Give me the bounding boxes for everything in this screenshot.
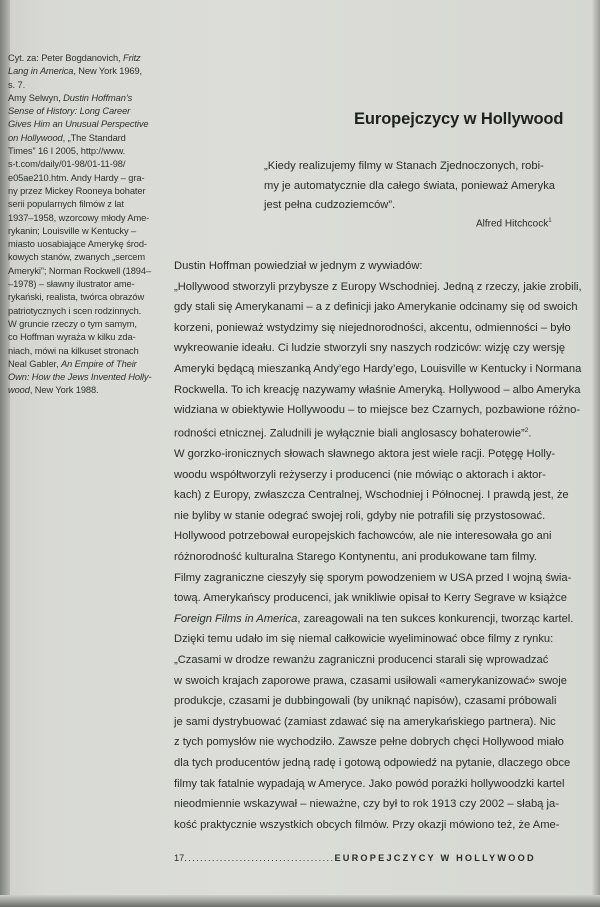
note-line: Gives Him an Unusual Perspective [8, 119, 149, 130]
note-line: rykanin; Louisville w Kentucky – [8, 225, 137, 236]
note-line: Ameryki”; Norman Rockwell (1894– [8, 265, 152, 276]
text-line: Ameryki będącą mieszanką Andy’ego Hardy’ego, Louisville w Kentucky i Normana [174, 362, 582, 375]
epigraph [264, 157, 564, 216]
text-line: dla tych producentów jedną radę i gotową odpowiedź na pytanie, dlaczego obce [174, 756, 571, 769]
text-line: korzeni, ponieważ wstydzimy się niejednorodności, akcentu, odmienności – było [174, 321, 571, 334]
text-line: produkcje, czasami je dubbingowali (by uniknąć napisów), czasami próbowali [174, 695, 557, 708]
note-line: wood, New York 1988. [8, 385, 99, 396]
text-line: „Czasami w drodze rewanżu zagraniczni producenci starali się wprowadzać [174, 654, 549, 667]
body-text [174, 256, 582, 835]
margin-notes [8, 52, 152, 398]
text-line: gdy stali się Amerykanami – a z definicji jako Amerykanie odcinamy się od swoich [174, 301, 578, 314]
text-line: z tych pomysłów nie wychodziło. Zawsze pełne dobrych chęci Hollywood miało [174, 736, 564, 749]
footnote-ref: 1 [548, 218, 552, 224]
page-edge-right [592, 0, 600, 907]
note-line: s-t.com/daily/01-98/01-11-98/ [8, 159, 126, 170]
note-line: Cyt. za: Peter Bogdanovich, Fritz [8, 53, 141, 63]
epigraph-line: my je automatycznie dla całego świata, ponieważ Ameryka [264, 179, 556, 192]
text-line: w swoich krajach zaporowe prawa, czasami usiłowali «amerykanizować» swoje [174, 674, 567, 687]
note-line: W gruncie rzeczy o tym samym, [8, 318, 137, 329]
text-line: rodności etnicznej. Zaludnili je wyłącznie biali anglosascy bohaterowie”$^2$. [174, 426, 532, 440]
note-line: on Hollywood, „The Standard [8, 132, 126, 143]
note-line: co Hoffman wyraża w kilku zda- [8, 332, 136, 343]
leader-dots: ...................................... [184, 853, 335, 863]
note-line: niach, mówi na kilkuset stronach [8, 345, 139, 356]
note-line: 1937–1958, wzorcowy młody Ame- [8, 212, 150, 223]
note-line: Amy Selwyn, Dustin Hoffman’s [8, 92, 133, 103]
note-line: Lang in America, New York 1969, [8, 66, 143, 77]
note-line: Times” 16 I 2005, http://www. [8, 146, 126, 157]
text-line: kach) z Europy, zwłaszcza Centralnej, Wschodniej i Północnej. I prawdą jest, że [174, 489, 569, 502]
text-line: nie byliby w stanie odegrać swojej roli, gdyby nie potrafili się przystosować. [174, 509, 546, 522]
page-number: 17 [174, 853, 185, 863]
note-line: Sense of History: Long Career [8, 106, 131, 117]
note-line: Neal Gabler, An Empire of Their [8, 358, 137, 369]
text-line: „Hollywood stworzyli przybysze z Europy Wschodniej. Jedną z rzeczy, jakie zrobili, [174, 280, 582, 293]
note-line: serii popularnych filmów z lat [8, 199, 124, 210]
note-line: s. 7. [8, 79, 26, 90]
note-line: –1978) – sławny ilustrator ame- [8, 279, 135, 290]
text-line: W gorzko-ironicznych słowach sławnego aktora jest wiele racji. Potęgę Holly- [174, 448, 556, 461]
note-line: rykański, realista, twórca obrazów [8, 292, 145, 303]
text-line: kość praktycznie wszystkich obcych filmów. Przy okazji mówiono też, że Ame- [174, 818, 560, 831]
text-line: Dustin Hoffman powiedział w jednym z wywiadów: [174, 260, 423, 272]
note-line: ny przez Mickey Rooneya bohater [8, 185, 146, 196]
text-line: Hollywood potrzebował europejskich fachowców, ale nie interesowała go ani [174, 530, 552, 543]
text-line: je sami dystrybuować (zamiast zdawać się na amerykańskiego partnera). Nic [174, 715, 556, 728]
note-line: kowych stanów, zwanych „sercem [8, 252, 146, 263]
epigraph-line: „Kiedy realizujemy filmy w Stanach Zjednoczonych, robi- [264, 160, 544, 172]
footnote-ref: 2 [524, 426, 529, 434]
text-line: filmy tak fatalnie wypadają w Ameryce. Jako powód porażki hollywoodzki kartel [174, 777, 565, 790]
note-line: Own: How the Jews Invented Holly- [8, 372, 152, 383]
epigraph-line: jest pełna cudzoziemców”. [264, 199, 396, 212]
text-line: Filmy zagraniczne cieszyły się sporym powodzeniem w USA przed I wojną świa- [174, 571, 572, 584]
text-line: nieodmiennie wskazywał – nieważne, czy był to rok 1913 czy 2002 – słabą ja- [174, 798, 559, 811]
note-line: miasto uosabiające Amerykę środ- [8, 239, 147, 250]
text-line: wykreowanie ideału. Ci ludzie stworzyli sny naszych rodziców: wizję czy wersję [174, 342, 566, 355]
chapter-title: Europejczycy w Hollywood [354, 110, 564, 128]
text-line: tową. Amerykańscy producenci, jak wnikliwie opisał to Kerry Segrave w książce [174, 592, 567, 605]
text-line: widziana w obiektywie Hollywoodu – to miejsce bez Czarnych, pozbawione różno- [174, 404, 581, 417]
text-line: Rockwella. To ich kreację nazywamy właśnie Ameryką. Hollywood – albo Ameryka [174, 383, 581, 396]
text-line: Foreign Films in America, zareagowali na ten sukces konkurencji, tworząc kartel. [174, 612, 574, 625]
text-line: różnorodność kulturalna Starego Kontynentu, ani produkowane tam filmy. [174, 551, 537, 564]
page-footer [174, 853, 558, 863]
note-line: patriotycznych i scen rodzinnych. [8, 305, 142, 316]
note-line: e05ae210.htm. Andy Hardy – gra- [8, 172, 145, 183]
text-line: woodu współtworzyli reżyserzy i producenci (nie mówiąc o aktorach i aktor- [174, 468, 546, 481]
text-line: Dzięki temu udało im się niemal całkowicie wyeliminować obce filmy z rynku: [174, 633, 554, 646]
page-edge-bottom [0, 895, 600, 907]
running-title: EUROPEJCZYCY W HOLLYWOOD [334, 853, 536, 863]
epigraph-author: Alfred Hitchcock$^1$ [476, 218, 552, 230]
